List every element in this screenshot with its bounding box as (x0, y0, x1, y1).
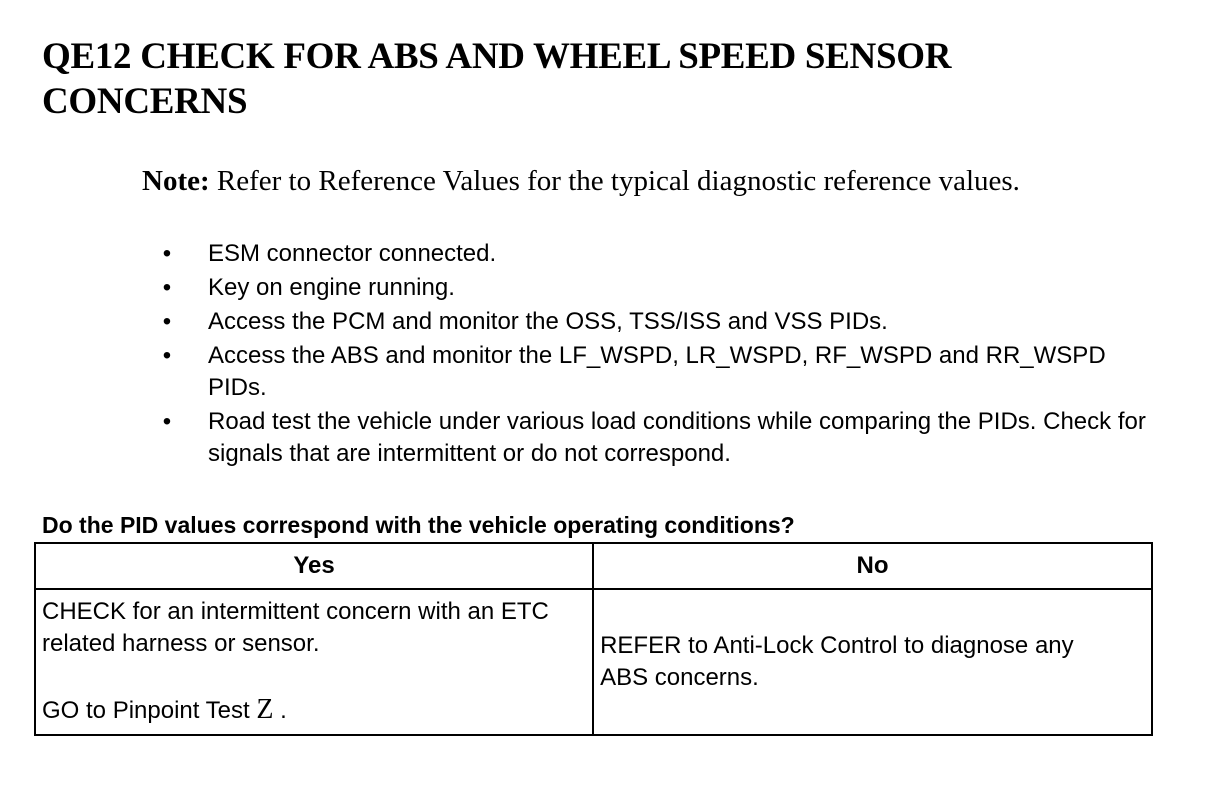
yes-cell (35, 589, 593, 735)
bullet-icon: • (162, 274, 172, 301)
bullet-icon: • (162, 240, 172, 267)
step-item (160, 306, 1200, 338)
reference-note (142, 162, 1202, 200)
step-text: Key on engine running. (208, 274, 455, 301)
no-cell (593, 589, 1152, 735)
procedure-steps (160, 238, 1200, 472)
step-item (160, 406, 1200, 470)
table-row (35, 589, 1152, 735)
yes-action-text: CHECK for an intermittent concern with an ETC related harness or sensor. (42, 598, 549, 657)
step-text: Road test the vehicle under various load conditions while comparing the PIDs. Check for signals that are intermittent or do not correspond. (208, 408, 1146, 467)
step-item (160, 340, 1200, 404)
bullet-icon: • (162, 308, 172, 335)
yes-header: Yes (35, 543, 593, 589)
note-label: Note: (142, 165, 210, 197)
page-title: QE12 CHECK FOR ABS AND WHEEL SPEED SENSOR CONCERNS (42, 36, 952, 122)
step-item (160, 272, 1200, 304)
pinpoint-test-link[interactable]: Z (256, 694, 274, 725)
no-action-text: REFER to Anti-Lock Control to diagnose any ABS concerns. (600, 632, 1074, 691)
goto-prefix: GO to Pinpoint Test (42, 697, 250, 724)
note-text: Refer to Reference Values for the typical diagnostic reference values. (216, 165, 1020, 197)
bullet-icon: • (162, 408, 172, 435)
decision-table (34, 542, 1153, 736)
decision-question: Do the PID values correspond with the vehicle operating conditions? (42, 512, 795, 538)
no-header: No (593, 543, 1152, 589)
yes-goto-line (42, 694, 586, 727)
step-text: Access the ABS and monitor the LF_WSPD, LR_WSPD, RF_WSPD and RR_WSPD PIDs. (208, 342, 1106, 401)
table-header-row (35, 543, 1152, 589)
step-text: ESM connector connected. (208, 240, 497, 267)
step-item (160, 238, 1200, 270)
goto-suffix: . (280, 697, 287, 724)
bullet-icon: • (162, 342, 172, 369)
step-text: Access the PCM and monitor the OSS, TSS/ISS and VSS PIDs. (208, 308, 888, 335)
